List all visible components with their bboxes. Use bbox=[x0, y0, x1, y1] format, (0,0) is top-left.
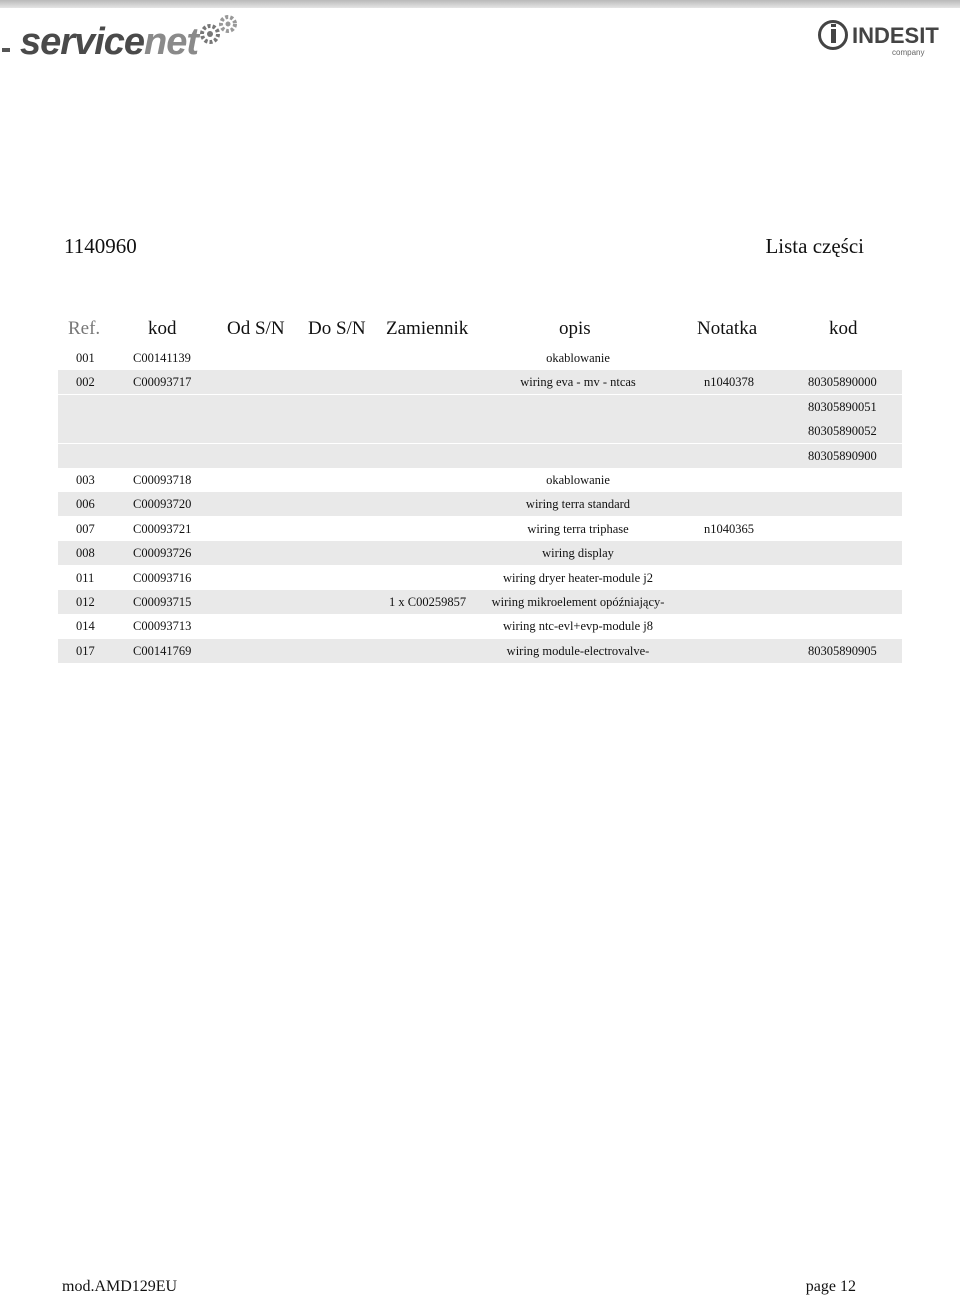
row-kod2: 80305890900 bbox=[808, 448, 877, 463]
column-header-zamiennik: Zamiennik bbox=[386, 318, 469, 339]
column-header-opis: opis bbox=[559, 318, 591, 339]
row-notatka: n1040365 bbox=[704, 521, 754, 536]
table-row bbox=[58, 639, 902, 663]
row-opis: wiring eva - mv - ntcas bbox=[520, 375, 636, 390]
indesit-logo bbox=[818, 18, 942, 58]
table-row bbox=[58, 419, 902, 443]
row-opis: wiring module-electrovalve- bbox=[506, 643, 650, 658]
row-ref: 008 bbox=[76, 546, 95, 561]
row-ref: 012 bbox=[76, 595, 95, 609]
footer-page: page 12 bbox=[805, 1278, 856, 1295]
table-row bbox=[58, 395, 902, 419]
gears-icon bbox=[196, 12, 240, 48]
row-opis: wiring terra standard bbox=[525, 497, 631, 512]
row-ref: 007 bbox=[76, 521, 95, 536]
document-title: Lista części bbox=[765, 234, 864, 258]
row-opis: wiring terra triphase bbox=[527, 521, 629, 536]
servicenet-logo bbox=[0, 12, 260, 64]
table-row bbox=[58, 444, 902, 468]
table-row bbox=[58, 468, 902, 492]
column-header-od-sn: Od S/N bbox=[227, 318, 285, 339]
row-opis: wiring dryer heater-module j2 bbox=[502, 570, 654, 585]
row-ref: 014 bbox=[76, 619, 95, 634]
column-header-notatka: Notatka bbox=[697, 318, 758, 339]
row-kod: C00093716 bbox=[133, 570, 192, 585]
row-ref: 011 bbox=[76, 570, 95, 585]
top-bar bbox=[0, 0, 960, 8]
row-kod: C00093721 bbox=[133, 521, 192, 536]
row-kod: C00093726 bbox=[133, 546, 192, 561]
column-header-kod2: kod bbox=[829, 318, 858, 339]
row-ref: 017 bbox=[76, 643, 95, 658]
indesit-brand: INDESIT bbox=[852, 23, 939, 48]
row-kod2: 80305890905 bbox=[808, 643, 877, 658]
row-kod2: 80305890000 bbox=[808, 375, 877, 390]
table-row bbox=[58, 492, 902, 516]
row-kod: C00093713 bbox=[133, 619, 192, 634]
row-kod2: 80305890052 bbox=[808, 424, 877, 439]
indesit-sub: company bbox=[892, 48, 925, 57]
row-ref: 006 bbox=[76, 497, 95, 512]
servicenet-wordmark bbox=[20, 20, 198, 64]
row-kod: C00141139 bbox=[133, 351, 191, 365]
table-row bbox=[58, 517, 902, 541]
table-row bbox=[58, 566, 902, 590]
table-row bbox=[58, 346, 902, 370]
indesit-ring-icon bbox=[818, 20, 848, 50]
column-header-do-sn: Do S/N bbox=[308, 318, 366, 339]
row-ref: 003 bbox=[76, 473, 95, 487]
row-kod: C00093718 bbox=[133, 473, 192, 487]
row-ref: 002 bbox=[76, 375, 95, 390]
column-header-kod: kod bbox=[148, 318, 177, 339]
row-kod: C00093720 bbox=[133, 497, 192, 512]
row-kod: C00141769 bbox=[133, 643, 192, 658]
footer-model: mod.AMD129EU bbox=[62, 1278, 178, 1295]
logo-dot bbox=[2, 48, 10, 52]
row-ref: 001 bbox=[76, 351, 95, 365]
table-row bbox=[58, 370, 902, 394]
row-opis: okablowanie bbox=[546, 473, 610, 487]
row-notatka: n1040378 bbox=[704, 375, 754, 390]
document-number: 1140960 bbox=[64, 234, 137, 258]
table-row bbox=[58, 590, 902, 614]
column-header-ref: Ref. bbox=[68, 318, 101, 339]
row-kod: C00093717 bbox=[133, 375, 192, 390]
logo-text-service: service bbox=[20, 21, 145, 63]
table-row bbox=[58, 541, 902, 565]
logo-text-net: net bbox=[144, 21, 199, 63]
table-row bbox=[58, 614, 902, 638]
row-opis: okablowanie bbox=[546, 351, 610, 365]
row-opis: wiring display bbox=[542, 546, 614, 561]
row-opis: wiring mikroelement opóźniający- bbox=[491, 595, 665, 609]
row-kod2: 80305890051 bbox=[808, 399, 877, 414]
row-kod: C00093715 bbox=[133, 595, 192, 609]
row-opis: wiring ntc-evl+evp-module j8 bbox=[502, 619, 654, 634]
row-zamiennik: 1 x C00259857 bbox=[389, 595, 467, 609]
